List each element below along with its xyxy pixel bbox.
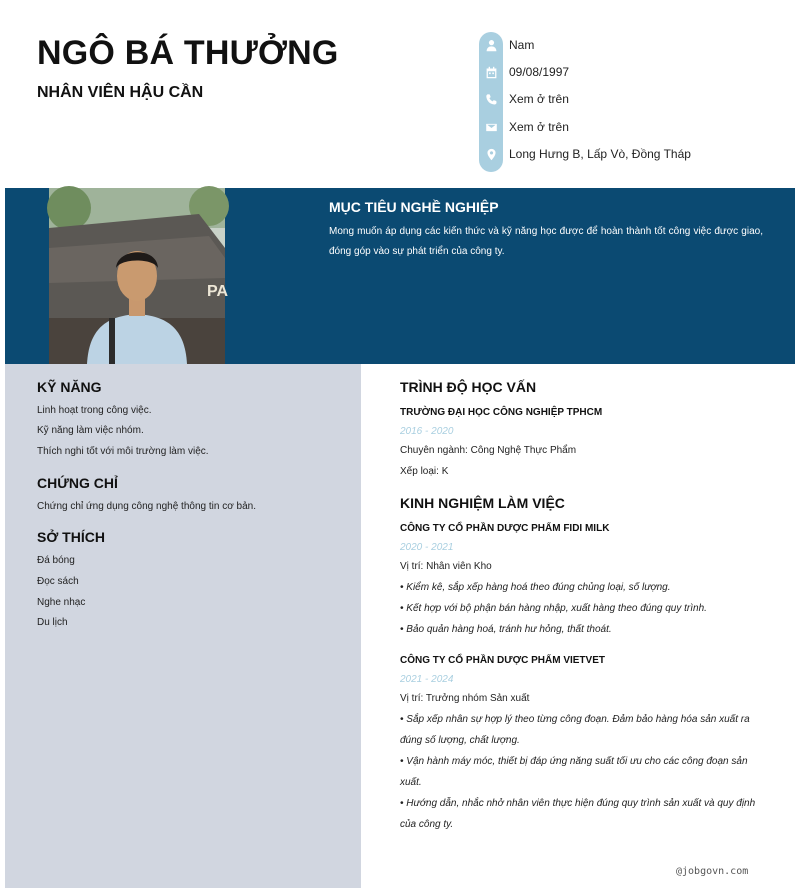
skill-item: Kỹ năng làm việc nhóm. xyxy=(37,425,144,436)
education-title: TRÌNH ĐỘ HỌC VẤN xyxy=(400,379,537,395)
certificate-item: Chứng chỉ ứng dụng công nghệ thông tin cơ bản. xyxy=(37,501,256,512)
candidate-name: NGÔ BÁ THƯỞNG xyxy=(37,34,339,72)
job-bullet: • Hướng dẫn, nhắc nhở nhân viên thực hiện đúng quy trình sản xuất và quy định của công ty. xyxy=(400,798,756,830)
hobby-item: Nghe nhạc xyxy=(37,597,86,608)
contact-email xyxy=(479,115,799,139)
contact-gender-value: Nam xyxy=(509,38,535,52)
email-icon xyxy=(479,115,503,139)
job-bullet: • Sắp xếp nhân sự hợp lý theo từng công đoạn. Đảm bảo hàng hóa sản xuất ra đúng số lượng, chất lượng. xyxy=(400,714,750,746)
education-school: TRƯỜNG ĐẠI HỌC CÔNG NGHIỆP TPHCM xyxy=(400,407,603,418)
svg-text:PA: PA xyxy=(207,283,229,300)
hobby-item: Đọc sách xyxy=(37,576,79,587)
job-position: Vị trí: Trưởng nhóm Sản xuất xyxy=(400,693,530,704)
education-years: 2016 - 2020 xyxy=(400,426,454,437)
objective-title: MỤC TIÊU NGHỀ NGHIỆP xyxy=(329,199,499,215)
contact-gender xyxy=(479,33,799,57)
job-bullet: • Vận hành máy móc, thiết bị đáp ứng năng suất tối ưu cho các công đoạn sản xuất. xyxy=(400,756,748,788)
candidate-job-title: NHÂN VIÊN HẬU CẦN xyxy=(37,84,204,101)
job-bullet: • Bảo quản hàng hoá, tránh hư hỏng, thất thoát. xyxy=(400,624,612,635)
contact-phone xyxy=(479,87,799,111)
contact-address-value: Long Hưng B, Lấp Vò, Đồng Tháp xyxy=(509,147,691,161)
hobby-item: Du lịch xyxy=(37,617,68,628)
contact-birthdate-value: 09/08/1997 xyxy=(509,65,570,79)
experience-title: KINH NGHIỆM LÀM VIỆC xyxy=(400,495,565,511)
contact-birthdate xyxy=(479,60,799,84)
profile-photo xyxy=(49,188,229,364)
job-company: CÔNG TY CỔ PHẦN DƯỢC PHẨM VIETVET xyxy=(400,655,605,666)
phone-icon xyxy=(479,87,503,111)
education-major: Chuyên ngành: Công Nghệ Thực Phẩm xyxy=(400,445,577,456)
job-company: CÔNG TY CỔ PHẦN DƯỢC PHẨM FIDI MILK xyxy=(400,523,610,534)
job-years: 2021 - 2024 xyxy=(400,674,454,685)
objective-text: Mong muốn áp dụng các kiến thức và kỹ năng học được để hoàn thành tốt công việc được giao, đóng góp vào sự phát triển của công ty. xyxy=(329,226,763,257)
person-icon xyxy=(479,33,503,57)
contact-phone-value: Xem ở trên xyxy=(509,92,569,106)
job-position: Vị trí: Nhân viên Kho xyxy=(400,561,492,572)
contact-email-value: Xem ở trên xyxy=(509,120,569,134)
skill-item: Linh hoạt trong công việc. xyxy=(37,405,152,416)
job-bullet: • Kết hợp với bộ phận bán hàng nhập, xuất hàng theo đúng quy trình. xyxy=(400,603,707,614)
job-bullet: • Kiểm kê, sắp xếp hàng hoá theo đúng chủng loại, số lượng. xyxy=(400,582,671,593)
education-grade: Xếp loại: K xyxy=(400,466,449,477)
certificates-title: CHỨNG CHỈ xyxy=(37,475,118,491)
hobbies-title: SỞ THÍCH xyxy=(37,529,105,545)
skills-title: KỸ NĂNG xyxy=(37,379,102,395)
location-pin-icon xyxy=(479,142,503,166)
hobby-item: Đá bóng xyxy=(37,555,75,566)
contact-address xyxy=(479,142,799,166)
skill-item: Thích nghi tốt với môi trường làm việc. xyxy=(37,446,209,457)
watermark: @jobgovn.com xyxy=(676,866,749,877)
job-years: 2020 - 2021 xyxy=(400,542,454,553)
calendar-icon xyxy=(479,60,503,84)
